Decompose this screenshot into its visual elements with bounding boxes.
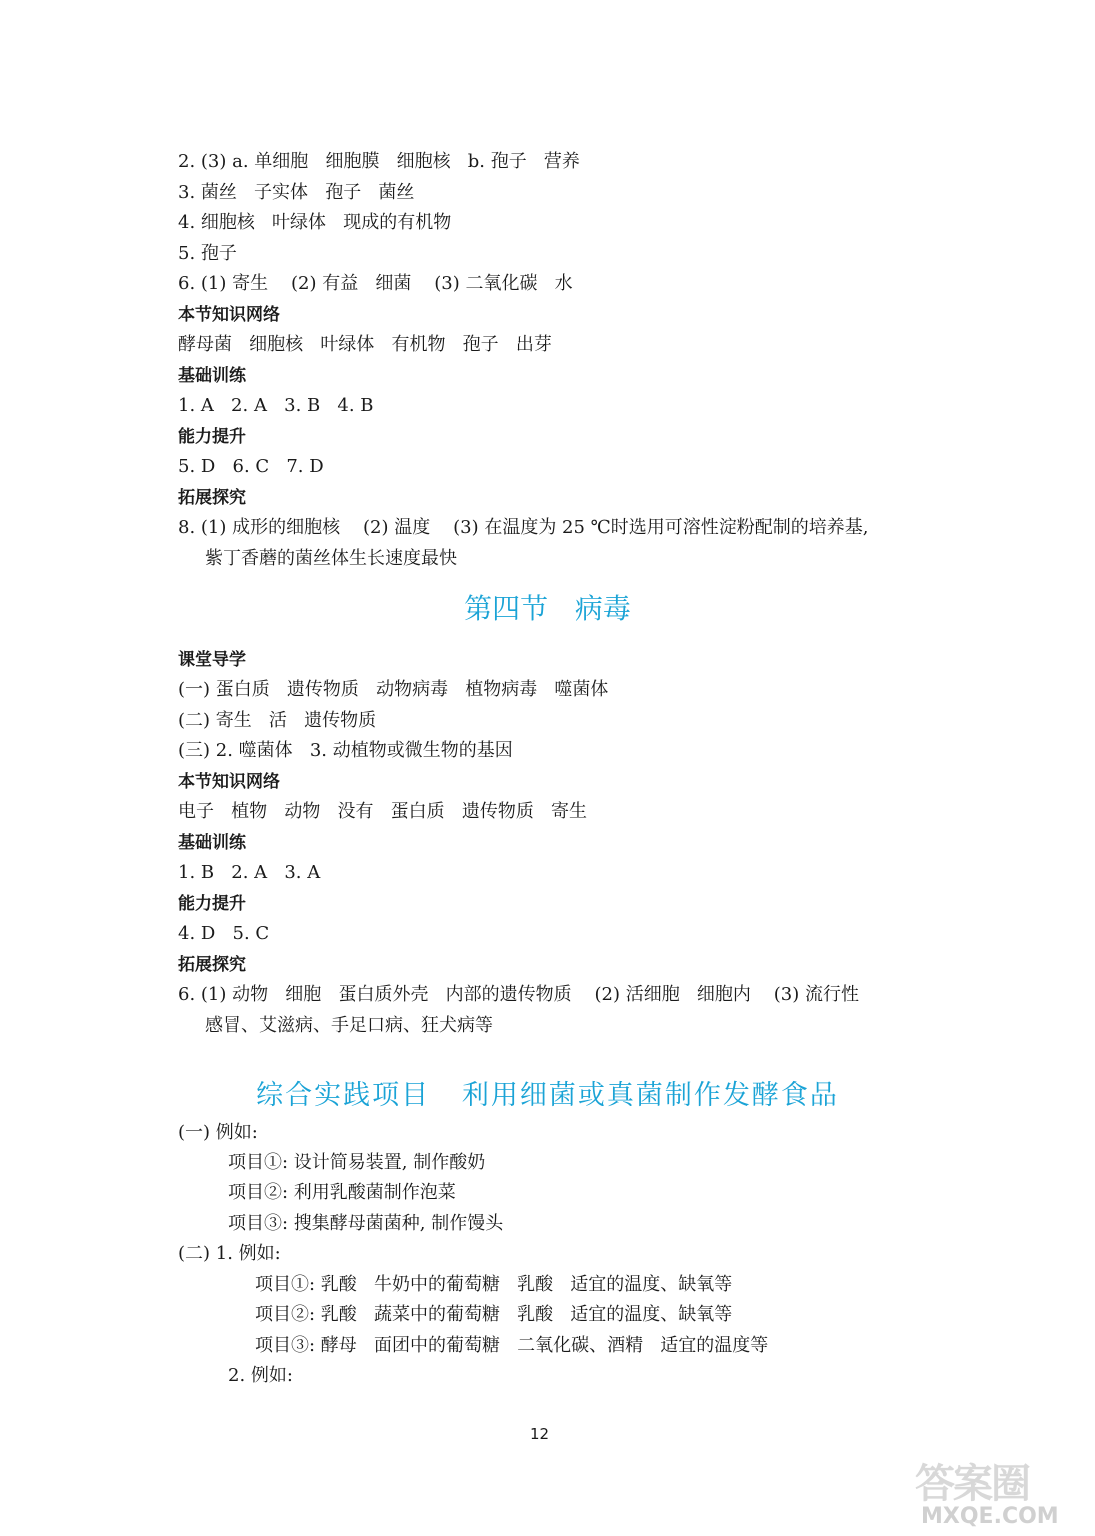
project-item: 项目②: 乳酸 蔬菜中的葡萄糖 乳酸 适宜的温度、缺氧等 bbox=[255, 1304, 733, 1325]
page-number: 12 bbox=[530, 1425, 550, 1443]
knowledge-network-answers: 电子 植物 动物 没有 蛋白质 遗传物质 寄生 bbox=[178, 801, 587, 822]
project-item: 项目②: 利用乳酸菌制作泡菜 bbox=[228, 1182, 456, 1203]
answer-line: 2. (3) a. 单细胞 细胞膜 细胞核 b. 孢子 营养 bbox=[178, 151, 580, 172]
extension-answer-continued: 感冒、艾滋病、手足口病、狂犬病等 bbox=[205, 1015, 493, 1036]
project-part2-heading: (二) 1. 例如: bbox=[178, 1243, 281, 1264]
answer-line: 5. 孢子 bbox=[178, 243, 237, 264]
project-title: 综合实践项目 利用细菌或真菌制作发酵食品 bbox=[256, 1080, 839, 1111]
class-guide-heading: 课堂导学 bbox=[178, 650, 246, 670]
section-title-virus: 第四节 病毒 bbox=[464, 592, 631, 625]
guide-line: (一) 蛋白质 遗传物质 动物病毒 植物病毒 噬菌体 bbox=[178, 679, 609, 700]
project-part2-item2: 2. 例如: bbox=[228, 1365, 293, 1386]
basic-training-answers: 1. B 2. A 3. A bbox=[178, 862, 321, 883]
extension-heading: 拓展探究 bbox=[178, 955, 246, 975]
basic-training-heading: 基础训练 bbox=[178, 366, 246, 386]
watermark-url: MXQE.COM bbox=[921, 1504, 1059, 1529]
knowledge-network-heading: 本节知识网络 bbox=[178, 772, 280, 792]
guide-line: (二) 寄生 活 遗传物质 bbox=[178, 710, 377, 731]
basic-training-heading: 基础训练 bbox=[178, 833, 246, 853]
project-item: 项目③: 搜集酵母菌菌种, 制作馒头 bbox=[228, 1213, 504, 1234]
project-item: 项目①: 乳酸 牛奶中的葡萄糖 乳酸 适宜的温度、缺氧等 bbox=[255, 1274, 733, 1295]
extension-answer-continued: 紫丁香蘑的菌丝体生长速度最快 bbox=[205, 548, 457, 569]
answer-line: 4. 细胞核 叶绿体 现成的有机物 bbox=[178, 212, 452, 233]
ability-heading: 能力提升 bbox=[178, 894, 246, 914]
guide-line: (三) 2. 噬菌体 3. 动植物或微生物的基因 bbox=[178, 740, 513, 761]
knowledge-network-answers: 酵母菌 细胞核 叶绿体 有机物 孢子 出芽 bbox=[178, 334, 552, 355]
ability-answers: 5. D 6. C 7. D bbox=[178, 456, 324, 477]
extension-answer: 8. (1) 成形的细胞核 (2) 温度 (3) 在温度为 25 ℃时选用可溶性淀粉配制的培养基, bbox=[178, 517, 869, 538]
extension-heading: 拓展探究 bbox=[178, 488, 246, 508]
knowledge-network-heading: 本节知识网络 bbox=[178, 305, 280, 325]
answer-line: 3. 菌丝 子实体 孢子 菌丝 bbox=[178, 182, 415, 203]
project-item: 项目③: 酵母 面团中的葡萄糖 二氧化碳、酒精 适宜的温度等 bbox=[255, 1335, 769, 1356]
basic-training-answers: 1. A 2. A 3. B 4. B bbox=[178, 395, 374, 416]
watermark-text: 答案圈 bbox=[915, 1461, 1029, 1507]
watermark-logo bbox=[915, 1462, 1085, 1532]
ability-answers: 4. D 5. C bbox=[178, 923, 270, 944]
extension-answer: 6. (1) 动物 细胞 蛋白质外壳 内部的遗传物质 (2) 活细胞 细胞内 (3) 流行性 bbox=[178, 984, 859, 1005]
answer-line: 6. (1) 寄生 (2) 有益 细菌 (3) 二氧化碳 水 bbox=[178, 273, 573, 294]
project-part1-heading: (一) 例如: bbox=[178, 1122, 258, 1143]
ability-heading: 能力提升 bbox=[178, 427, 246, 447]
project-item: 项目①: 设计简易装置, 制作酸奶 bbox=[228, 1152, 486, 1173]
